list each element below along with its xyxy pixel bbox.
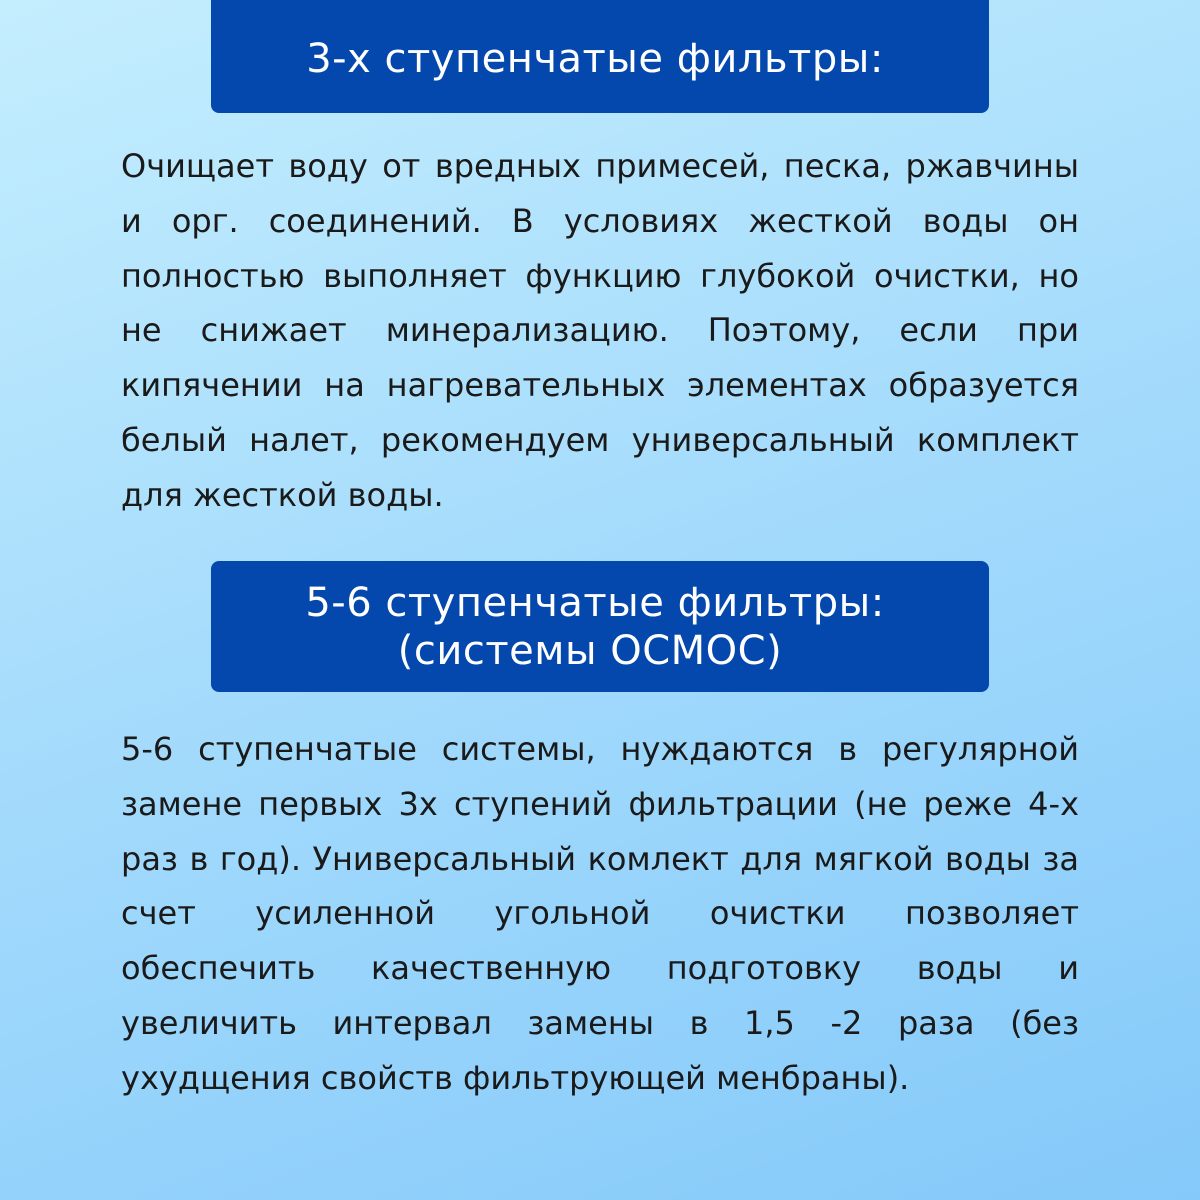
section-1-text: Очищает воду от вредных примесей, песка, ржавчины и орг. соединений. В условиях жесткой воды он полностью выполняет функцию глубокой очистки, но не снижает минерализацию. Поэтому, если при кипячении на нагревательных элементах образуется белый налет, рекомендуем универсальный комплект для жесткой воды.	[121, 147, 1079, 514]
section-1-title: 3-х ступенчатые фильтры:	[306, 35, 884, 82]
section-2-title-box	[211, 561, 989, 692]
section-1-title-box	[211, 0, 989, 113]
section-2-title-line-1: 5-6 ступенчатые фильтры:	[305, 579, 885, 626]
section-2-title-line-2: (системы ОСМОС)	[397, 627, 783, 674]
section-2-text: 5-6 ступенчатые системы, нуждаются в регулярной замене первых 3х ступений фильтрации (не реже 4-х раз в год). Универсальный комлект для мягкой воды за счет усиленной угольной очистки позволяет обеспечить качественную подготовку воды и увеличить интервал замены в 1,5 -2 раза (без ухудщения свойств фильтрующей менбраны).	[121, 730, 1079, 1097]
